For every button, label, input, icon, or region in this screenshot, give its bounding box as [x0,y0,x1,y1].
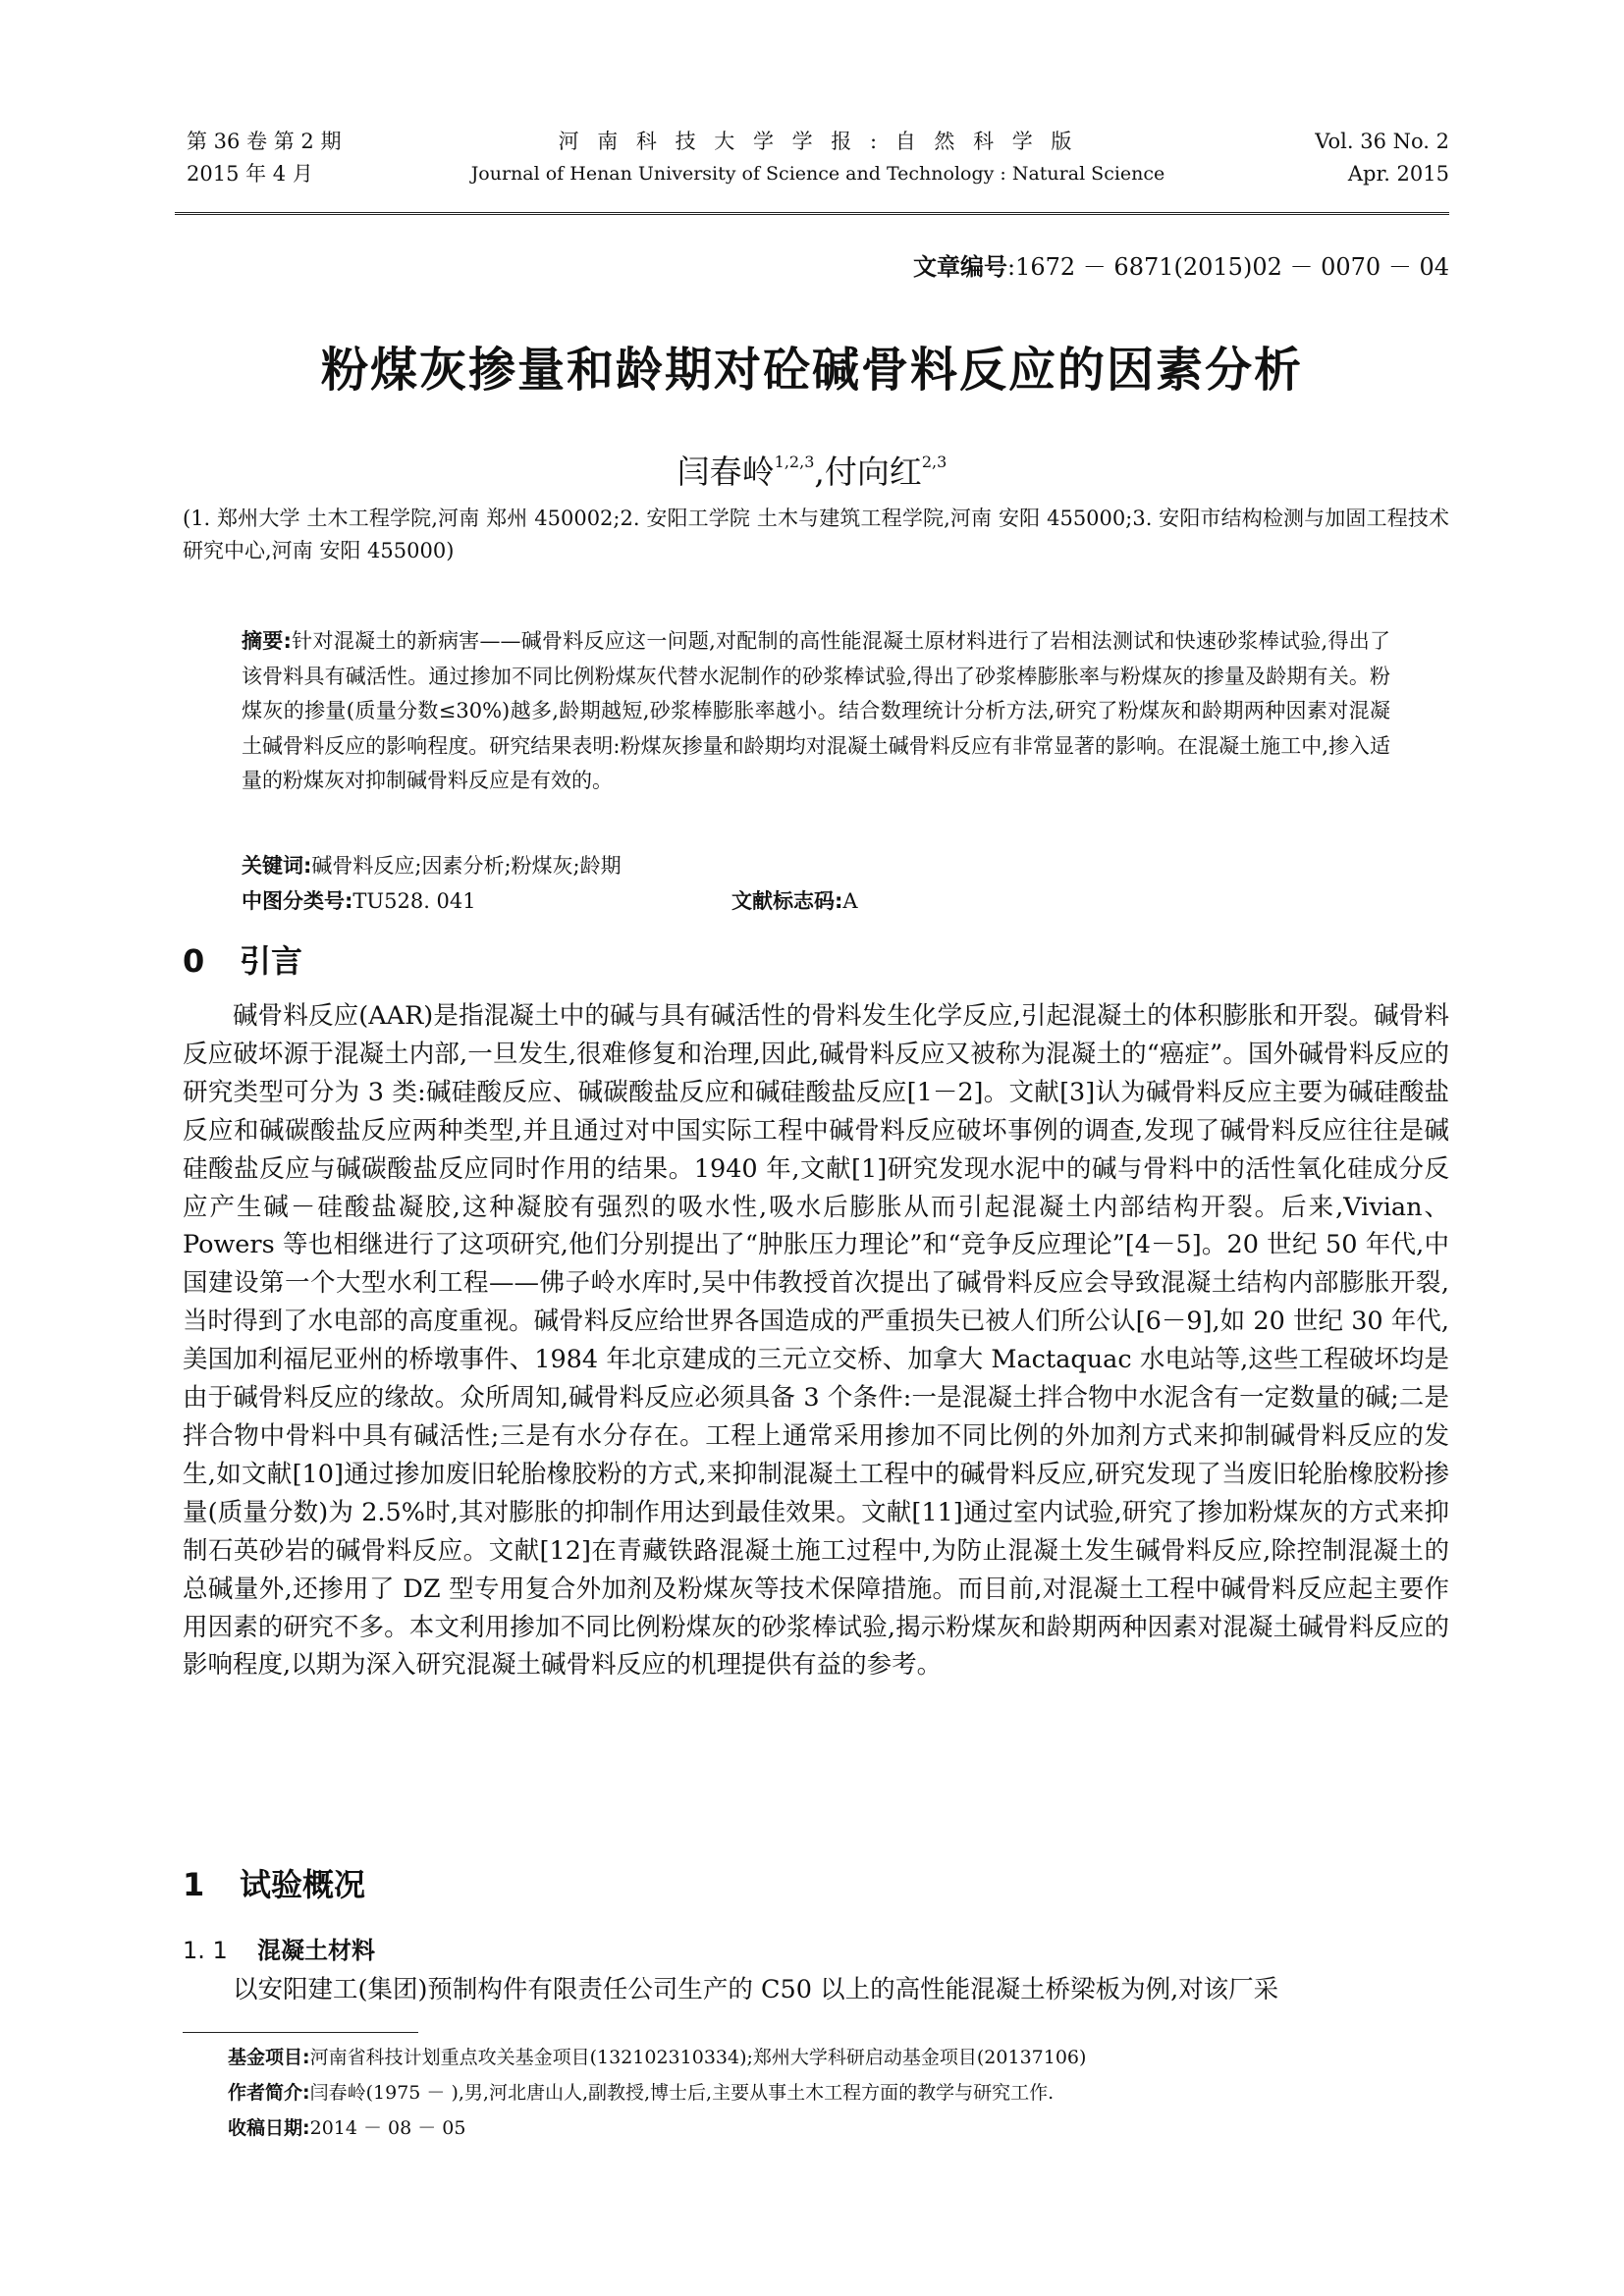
article-number [913,247,1449,282]
running-header [187,126,1449,204]
section-number: 0 [183,942,205,980]
clc-label: 中图分类号: [242,889,353,913]
document-code-value: A [842,889,858,913]
footnotes [228,2040,1449,2146]
intro-body [183,997,1449,1684]
author-note [228,2075,1449,2110]
author-affiliation-marks: 2,3 [921,453,947,471]
document-code-label: 文献标志码: [731,889,843,913]
abstract [242,624,1390,799]
fund-label: 基金项目: [228,2047,310,2068]
section-heading [183,936,302,982]
fund-note [228,2040,1449,2075]
keywords-value: 碱骨料反应;因素分析;粉煤灰;龄期 [311,854,622,878]
section-number: 1 [183,1866,205,1903]
received-date: 2014 － 08 － 05 [309,2117,466,2139]
date-en: Apr. 2015 [1347,162,1449,186]
section-title: 试验概况 [240,1866,366,1903]
section-title: 引言 [240,942,303,980]
author-line [175,447,1449,493]
journal-name-cn: 河 南 科 技 大 学 学 报 : 自 然 科 学 版 [558,130,1078,153]
subsection-title: 混凝土材料 [257,1937,375,1964]
paragraph: 以安阳建工(集团)预制构件有限责任公司生产的 C50 以上的高性能混凝土桥梁板为例,对该厂采 [233,1975,1279,2004]
author-affiliation-marks: 1,2,3 [774,453,815,471]
section-heading [183,1860,365,1905]
author-separator: , [814,453,825,491]
volume-issue-cn: 第 36 卷 第 2 期 [187,130,342,153]
clc-number [242,885,476,915]
clc-value: TU528. 041 [352,889,476,913]
paragraph: 碱骨料反应(AAR)是指混凝土中的碱与具有碱活性的骨料发生化学反应,引起混凝土的体积膨胀和开裂。碱骨料反应破坏源于混凝土内部,一旦发生,很难修复和治理,因此,碱骨料反应又被称为混凝土的“癌症”。国外碱骨料反应的研究类型可分为 3 类:碱硅酸反应、碱碳酸盐反应和碱硅酸盐反应[1－2]。文献[3]认为碱骨料反应主要为碱硅酸盐反应和碱碳酸盐反应两种类型,并且通过对中国实际工程中碱骨料反应破坏事例的调查,发现了碱骨料反应往往是碱硅酸盐反应与碱碳酸盐反应同时作用的结果。1940 年,文献[1]研究发现水泥中的碱与骨料中的活性氧化硅成分反应产生碱－硅酸盐凝胶,这种凝胶有强烈的吸水性,吸水后膨胀从而引起混凝土内部结构开裂。后来,Vivian、Powers 等也相继进行了这项研究,他们分别提出了“肿胀压力理论”和“竞争反应理论”[4－5]。20 世纪 50 年代,中国建设第一个大型水利工程——佛子岭水库时,吴中伟教授首次提出了碱骨料反应会导致混凝土结构内部膨胀开裂,当时得到了水电部的高度重视。碱骨料反应给世界各国造成的严重损失已被人们所公认[6－9],如 20 世纪 30 年代,美国加利福尼亚州的桥墩事件、1984 年北京建成的三元立交桥、加拿大 Mactaquac 水电站等,这些工程破坏均是由于碱骨料反应的缘故。众所周知,碱骨料反应必须具备 3 个条件:一是混凝土拌合物中水泥含有一定数量的碱;二是拌合物中骨料中具有碱活性;三是有水分存在。工程上通常采用掺加不同比例的外加剂方式来抑制碱骨料反应的发生,如文献[10]通过掺加废旧轮胎橡胶粉的方式,来抑制混凝土工程中的碱骨料反应,研究发现了当废旧轮胎橡胶粉掺量(质量分数)为 2.5%时,其对膨胀的抑制作用达到最佳效果。文献[11]通过室内试验,研究了掺加粉煤灰的方式来抑制石英砂岩的碱骨料反应。文献[12]在青藏铁路混凝土施工过程中,为防止混凝土发生碱骨料反应,除控制混凝土的总碱量外,还掺用了 DZ 型专用复合外加剂及粉煤灰等技术保障措施。而目前,对混凝土工程中碱骨料反应起主要作用因素的研究不多。本文利用掺加不同比例粉煤灰的砂浆棒试验,揭示粉煤灰和龄期两种因素对混凝土碱骨料反应的影响程度,以期为深入研究混凝土碱骨料反应的机理提供有益的参考。 [183,1001,1449,1681]
section-1-1-body [183,1971,1449,2009]
subsection-heading [183,1931,375,1965]
affiliations: (1. 郑州大学 土木工程学院,河南 郑州 450002;2. 安阳工学院 土木与建筑工程学院,河南 安阳 455000;3. 安阳市结构检测与加固工程技术研究中心,河南 安阳 455000) [183,507,1449,562]
abstract-text: 针对混凝土的新病害——碱骨料反应这一问题,对配制的高性能混凝土原材料进行了岩相法测试和快速砂浆棒试验,得出了该骨料具有碱活性。通过掺加不同比例粉煤灰代替水泥制作的砂浆棒试验,得出了砂浆棒膨胀率与粉煤灰的掺量及龄期有关。粉煤灰的掺量(质量分数≤30%)越多,龄期越短,砂浆棒膨胀率越小。结合数理统计分析方法,研究了粉煤灰和龄期两种因素对混凝土碱骨料反应的影响程度。研究结果表明:粉煤灰掺量和龄期均对混凝土碱骨料反应有非常显著的影响。在混凝土施工中,掺入适量的粉煤灰对抑制碱骨料反应是有效的。 [242,629,1390,792]
received-label: 收稿日期: [228,2117,310,2139]
date-cn: 2015 年 4 月 [187,162,313,186]
volume-issue-en: Vol. 36 No. 2 [1315,130,1449,153]
header-journal [187,126,1449,190]
author-name: 付向红 [824,453,922,491]
header-volume-en [1315,126,1449,190]
keywords [242,850,1390,880]
article-number-value: :1672 － 6871(2015)02 － 0070 － 04 [1007,253,1449,281]
abstract-label: 摘要: [242,629,292,653]
journal-name-en: Journal of Henan University of Science and Technology : Natural Science [470,163,1165,185]
keywords-label: 关键词: [242,854,312,878]
author-note-label: 作者简介: [228,2082,310,2104]
article-number-label: 文章编号 [913,253,1008,281]
fund-text: 河南省科技计划重点攻关基金项目(132102310334);郑州大学科研启动基金项目(20137106) [309,2047,1087,2068]
document-code [731,885,858,915]
paper-title: 粉煤灰掺量和龄期对砼碱骨料反应的因素分析 [320,343,1303,398]
header-rule [175,212,1449,218]
author-name: 闫春岭 [677,453,775,491]
footnote-rule [183,2032,418,2033]
received-note [228,2110,1449,2146]
subsection-number: 1. 1 [183,1937,228,1964]
author-note-text: 闫春岭(1975 － ),男,河北唐山人,副教授,博士后,主要从事土木工程方面的教学与研究工作. [309,2082,1055,2104]
